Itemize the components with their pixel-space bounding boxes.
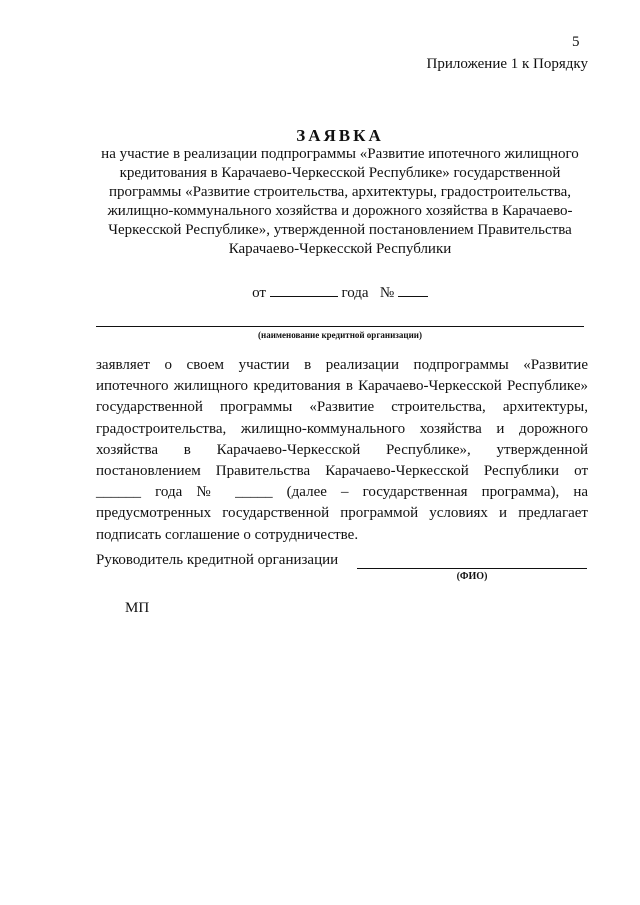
signature-caption: (ФИО) — [456, 571, 488, 582]
appendix-label: Приложение 1 к Порядку — [426, 56, 588, 72]
signature-label: Руководитель кредитной организации — [96, 552, 339, 568]
number-label: № — [379, 285, 395, 301]
date-from-label: от — [252, 285, 266, 301]
title-block — [96, 127, 584, 259]
date-year-label: года — [341, 285, 369, 301]
page-number: 5 — [572, 34, 580, 50]
date-number-line — [96, 285, 584, 302]
organization-name-line — [96, 326, 584, 327]
document-title: ЗАЯВКА — [296, 126, 384, 145]
signature-line — [357, 568, 587, 569]
organization-caption: (наименование кредитной организации) — [258, 330, 422, 340]
number-blank — [398, 295, 428, 297]
body-paragraph: заявляет о своем участии в реализации подпрограммы «Развитие ипотечного жилищного кредитования в Карачаево-Черкесской Республике» государственной программы «Развитие строительства, архитектуры, градостроительства, жилищно-коммунального хозяйства и дорожного хозяйства в Карачаево-Черкесской Республике», утвержденной постановлением Правительства Карачаево-Черкесской Республики от ______ года № _____ (далее – государственная программа), на предусмотренных государственной программой условиях и предлагает подписать соглашение о сотрудничестве. — [96, 357, 588, 543]
date-blank — [270, 295, 338, 297]
document-subtitle: на участие в реализации подпрограммы «Развитие ипотечного жилищного кредитования в Карачаево-Черкесской Республике» государственной программы «Развитие строительства, архитектуры, градостроительства, жилищно-коммунального хозяйства и дорожного хозяйства в Карачаево-Черкесской Республике», утвержденной постановлением Правительства Карачаево-Черкесской Республики — [101, 146, 579, 257]
stamp-label: МП — [125, 600, 150, 616]
